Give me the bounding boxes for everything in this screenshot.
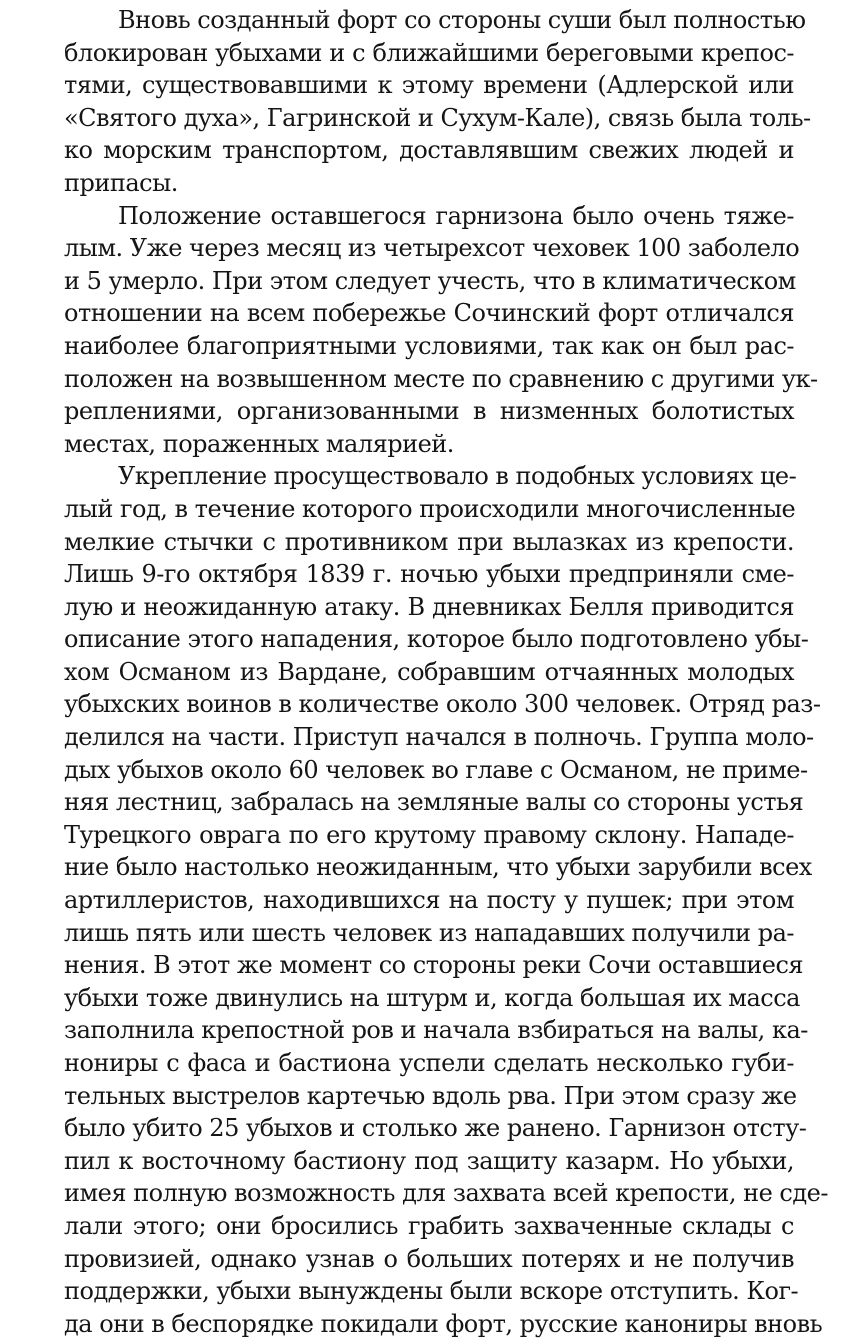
text-line: няя лестниц, забралась на земляные валы со стороны устья (64, 788, 804, 817)
text-line: нониры с фаса и бастиона успели сделать несколько губи- (64, 1049, 794, 1077)
text-line: тельных выстрелов картечью вдоль рва. При этом сразу же (64, 1081, 797, 1110)
text-line: делился на части. Приступ начался в полночь. Группа моло- (64, 723, 814, 752)
text-line: «Святого духа», Гагринской и Сухум-Кале), связь была толь- (64, 103, 811, 132)
text-line: Вновь созданный форт со стороны суши был полностью (118, 6, 806, 34)
text-line: отношении на всем побережье Сочинский форт отличался (64, 299, 794, 328)
text-line: нения. В этот же момент со стороны реки Сочи оставшиеся (64, 951, 804, 980)
text-line: лую и неожиданную атаку. В дневниках Белля приводится (64, 592, 794, 621)
text-line: было убито 25 убыхов и столько же ранено. Гарнизон отсту- (64, 1114, 807, 1143)
text-line: да они в беспорядке покидали форт, русские канониры вновь (64, 1309, 823, 1338)
text-line: Лишь 9-го октября 1839 г. ночью убыхи предприняли сме- (64, 560, 794, 589)
text-line: припасы. (64, 168, 178, 197)
text-line: лали этого; они бросились грабить захваченные склады с (64, 1211, 794, 1240)
text-line: ние было настолько неожиданным, что убыхи зарубили всех (64, 853, 812, 882)
document-page (64, 4, 828, 1340)
text-line: Укрепление просуществовало в подобных условиях це- (118, 462, 797, 491)
text-line: ко морским транспортом, доставлявшим свежих людей и (64, 136, 794, 165)
paragraph-1 (64, 4, 811, 200)
text-line: описание этого нападения, которое было подготовлено убы- (64, 625, 809, 654)
text-line: провизией, однако узнав о больших потерях и не получив (64, 1244, 794, 1273)
text-line: Турецкого оврага по его крутому правому склону. Нападе- (64, 820, 794, 849)
text-line: и 5 умерло. При этом следует учесть, что в климатическом (64, 266, 796, 295)
text-line: поддержки, убыхи вынуждены были вскоре отступить. Ког- (64, 1277, 799, 1306)
text-line: хом Османом из Вардане, собравшим отчаянных молодых (64, 657, 794, 686)
text-line: лишь пять или шесть человек из нападавших получили ра- (64, 918, 794, 947)
text-line: артиллеристов, находившихся на посту у пушек; при этом (64, 886, 794, 915)
text-line: тями, существовавшими к этому времени (Адлерской или (64, 71, 794, 100)
text-line: дых убыхов около 60 человек во главе с Османом, не приме- (64, 755, 808, 784)
text-line: местах, пораженных малярией. (64, 429, 454, 458)
text-line: пил к восточному бастиону под защиту казарм. Но убыхи, (64, 1146, 794, 1175)
text-line: заполнила крепостной ров и начала взбираться на валы, ка- (64, 1016, 808, 1045)
text-line: убыхи тоже двинулись на штурм и, когда большая их масса (64, 983, 800, 1012)
text-line: мелкие стычки с противником при вылазках из крепости. (64, 527, 794, 556)
text-line: лым. Уже через месяц из четырехсот чеховек 100 заболело (64, 234, 800, 263)
text-line: наиболее благоприятными условиями, так как он был рас- (64, 331, 794, 360)
paragraph-3 (64, 460, 828, 1340)
text-line: имея полную возможность для захвата всей крепости, не сде- (64, 1179, 828, 1208)
text-line: убыхских воинов в количестве около 300 человек. Отряд раз- (64, 690, 821, 719)
paragraph-2 (64, 200, 818, 461)
text-line: блокирован убыхами и с ближайшими береговыми крепос- (64, 38, 794, 67)
text-line: Положение оставшегося гарнизона было очень тяже- (118, 201, 794, 230)
text-line: лый год, в течение которого происходили многочисленные (64, 494, 796, 523)
text-line: реплениями, организованными в низменных болотистых (64, 397, 794, 426)
text-line: положен на возвышенном месте по сравнению с другими ук- (64, 364, 818, 393)
